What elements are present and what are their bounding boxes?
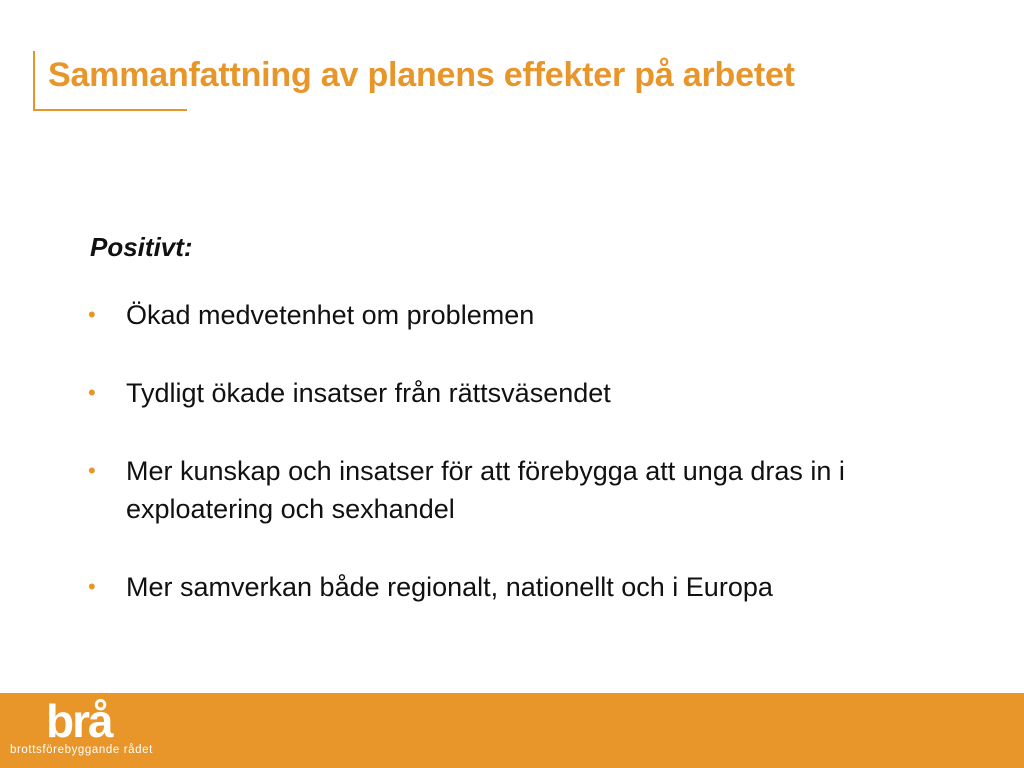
bullet-marker: •	[88, 380, 96, 405]
bullet-item	[88, 374, 998, 412]
bullet-text: Mer kunskap och insatser för att förebygga att unga dras in i exploatering och sexhandel	[126, 456, 845, 524]
title-bracket-line-vertical	[33, 51, 35, 111]
bullet-item	[88, 452, 998, 528]
bra-logo	[8, 693, 188, 768]
bullet-text: Ökad medvetenhet om problemen	[126, 300, 535, 330]
bullet-item	[88, 296, 998, 334]
bullet-item	[88, 568, 998, 606]
logo-wordmark: brå	[46, 695, 112, 747]
bullet-marker: •	[88, 574, 96, 599]
footer-bar	[0, 693, 1024, 768]
title-bracket-line-horizontal	[33, 109, 187, 111]
bullet-text: Tydligt ökade insatser från rättsväsendet	[126, 378, 611, 408]
section-subheading: Positivt:	[90, 232, 193, 262]
bullet-marker: •	[88, 458, 96, 483]
bullet-text: Mer samverkan både regionalt, nationellt och i Europa	[126, 572, 773, 602]
logo-tagline: brottsförebyggande rådet	[10, 744, 153, 756]
bullet-list	[88, 296, 998, 646]
slide-title: Sammanfattning av planens effekter på arbetet	[48, 56, 795, 94]
bullet-marker: •	[88, 302, 96, 327]
